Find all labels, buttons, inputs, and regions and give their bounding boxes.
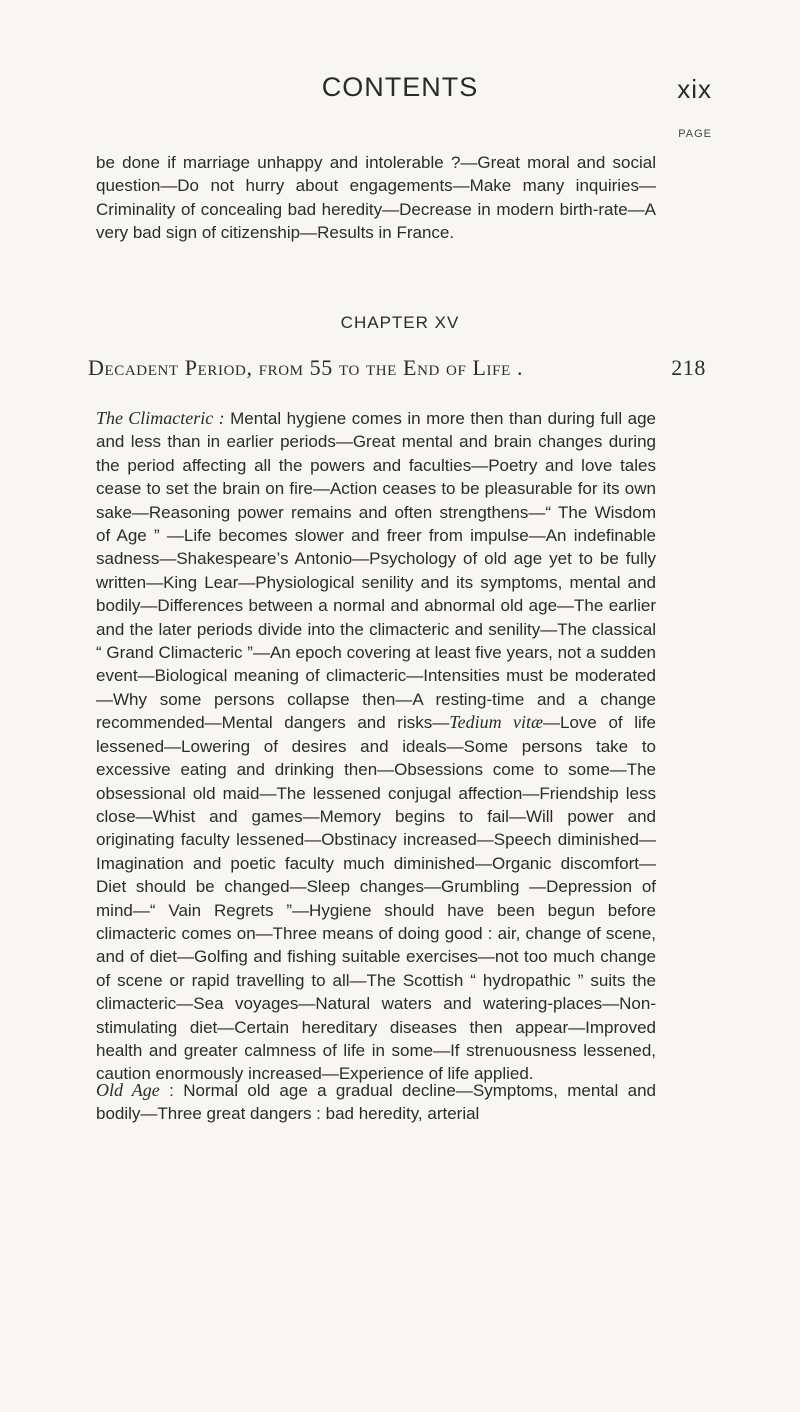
chapter-leader: .: [510, 355, 524, 380]
climacteric-text-1: Mental hygiene comes in more then than during full age and less than in earlier periods—Great mental and brain changes during the period affecting all the powers and faculties—Poetry and love tales cease to set the brain on fire—Action ceases to be pleasurable for its own sake—Reasoning power remains and often strengthens—“ The Wisdom of Age ” —Life becomes slower and freer from impulse—An indefinable sadness—Shakespeare’s Antonio—Psychology of old age yet to be fully written—King Lear—Physiological senility and its symptoms, mental and bodily—Differences between a normal and abnormal old age—The earlier and the later periods divide into the climacteric and senility—The classical “ Grand Climacteric ”—An epoch covering at least five years, not a sudden event—Biological meaning of climacteric—Intensities must be moderated—Why some persons collapse then—A resting-time and a change recommended—Mental dangers and risks—: [96, 409, 656, 733]
intro-paragraph: be done if marriage unhappy and intolerable ?—Great moral and social question—Do not hurry about engagements—Make many inquiries—Criminality of concealing bad heredity—Decrease in modern birth-rate—A very bad sign of citizenship—Results in France.: [96, 153, 656, 243]
climacteric-text-2: —Love of life lessened—Lowering of desires and ideals—Some persons take to excessive eating and drinking then—Obsessions come to some—The obsessional old maid—The lessened conjugal affection—Friendship less close—Whist and games—Memory begins to fail—Will power and originating faculty lessened—Obstinacy increased—Speech diminished—Imagination and poetic faculty much diminished—Organic discomfort—Diet should be changed—Sleep changes—Grumbling —Depression of mind—“ Vain Regrets ”—Hygiene should have been begun before climacteric comes on—Three means of doing good : air, change of scene, and of diet—Golfing and fishing suitable exercises—not too much change of scene or rapid travelling to all—The Scottish “ hydropathic ” suits the climacteric—Sea voyages—Natural waters and watering-places—Non-stimulating diet—Certain hereditary diseases then appear—Improved health and greater calmness of life in some—If strenuousness lessened, caution enormously increased—Experience of life applied.: [96, 713, 656, 1084]
old-age-heading: Old Age: [96, 1080, 160, 1100]
old-age-text: : Normal old age a gradual decline—Symptoms, mental and bodily—Three great dangers : bad heredity, arterial: [96, 1081, 656, 1124]
chapter-page-number: 218: [671, 355, 706, 380]
chapter-label: CHAPTER XV: [340, 313, 460, 332]
chapter-title: Decadent Period, from 55 to the End of Life: [88, 355, 511, 380]
chapter-entry[interactable]: [88, 355, 706, 381]
running-head-title: CONTENTS: [321, 72, 479, 102]
running-head: [0, 72, 800, 112]
climacteric-paragraph: [96, 407, 656, 1086]
old-age-paragraph: [96, 1079, 656, 1126]
climacteric-heading: The Climacteric :: [96, 408, 225, 428]
page-column-label: PAGE: [678, 128, 712, 140]
climacteric-italic-phrase: Tedium vitæ: [449, 712, 543, 733]
page-folio: xix: [677, 74, 712, 104]
